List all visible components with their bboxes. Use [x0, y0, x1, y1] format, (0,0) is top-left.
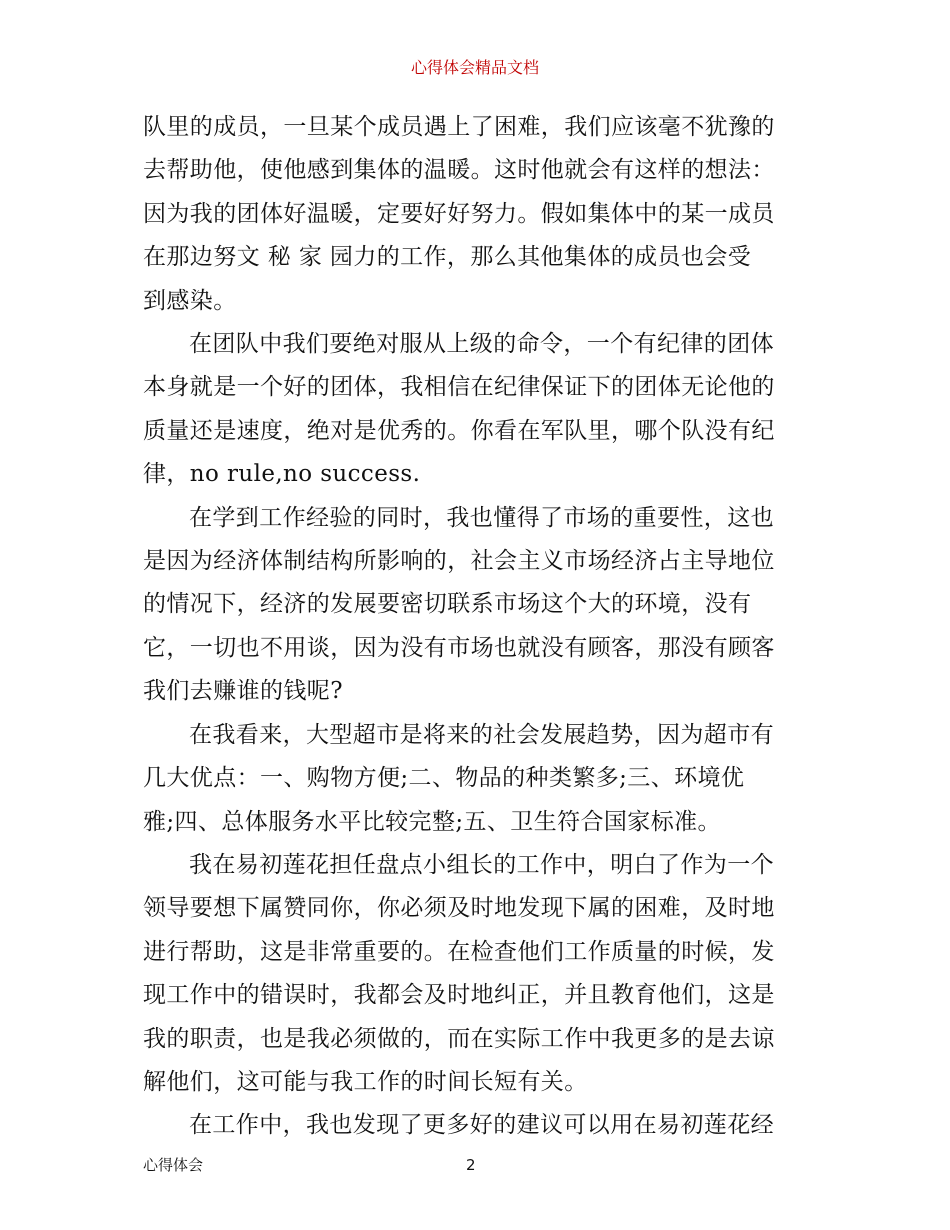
paragraph-2: 在团队中我们要绝对服从上级的命令，一个有纪律的团体 本身就是一个好的团体，我相信在纪律保证下的团体无论他的 质量还是速度，绝对是优秀的。你看在军队里，哪个队没有纪 律，no rule,no success. [143, 331, 775, 488]
paragraph-1: 队里的成员，一旦某个成员遇上了困难，我们应该毫不犹豫的 去帮助他，使他感到集体的温暖。这时他就会有这样的想法： 因为我的团体好温暖，定要好好努力。假如集体中的某一成员 在那边努文 秘 家 园力的工作，那么其他集体的成员也会受 到感染。 [143, 114, 775, 314]
document-header-title: 心得体会精品文档 [410, 58, 539, 77]
paragraph-3: 在学到工作经验的同时，我也懂得了市场的重要性，这也 是因为经济体制结构所影响的，社会主义市场经济占主导地位 的情况下，经济的发展要密切联系市场这个大的环境，没有 它，一切也不用谈，因为没有市场也就没有顾客，那没有顾客 我们去赚谁的钱呢? [143, 504, 775, 705]
paragraph-6: 在工作中，我也发现了更多好的建议可以用在易初莲花经 [189, 1112, 774, 1139]
paragraph-5: 我在易初莲花担任盘点小组长的工作中，明白了作为一个 领导要想下属赞同你，你必须及时地发现下属的困难，及时地 进行帮助，这是非常重要的。在检查他们工作质量的时候，发 现工作中的错误时，我都会及时地纠正，并且教育他们，这是 我的职责，也是我必须做的，而在实际工作中我更多的是去谅 解他们，这可能与我工作的时间长短有关。 [143, 851, 775, 1095]
paragraph-4: 在我看来，大型超市是将来的社会发展趋势，因为超市有 几大优点：一、购物方便;二、物品的种类繁多;三、环境优 雅;四、总体服务水平比较完整;五、卫生符合国家标准。 [143, 721, 774, 835]
footer-label: 心得体会 [143, 1156, 204, 1174]
document-body [143, 106, 813, 1148]
page-number: 2 [466, 1156, 476, 1174]
